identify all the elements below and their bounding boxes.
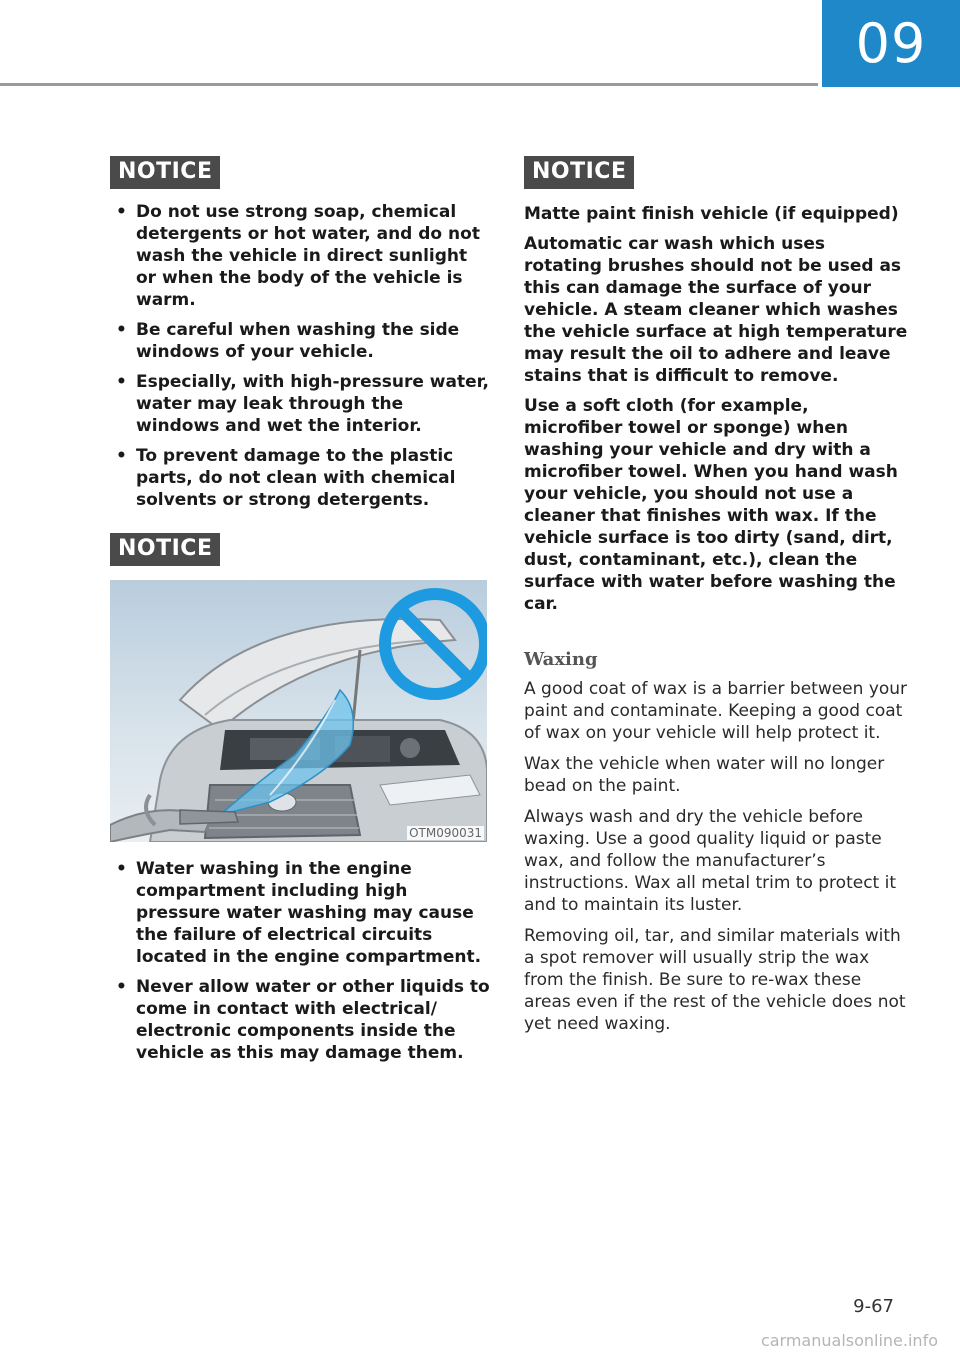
notice-list-1 [110,201,490,511]
engine-wash-drawing [110,580,487,842]
figure-code: OTM090031 [409,826,482,840]
engine-wash-illustration [110,580,487,842]
page-number: 9-67 [853,1296,894,1317]
watermark: carmanualsonline.info [760,1331,938,1350]
list-item: • To prevent damage to the plastic parts, do not clean with chemical solvents or strong detergents. [110,445,490,511]
notice-paragraph: Automatic car wash which uses rotating brushes should not be used as this can damage the surface of your vehicle. A steam cleaner which washes the vehicle surface at high temperature may result the oil to adhere and leave stains that is difficult to remove. [524,234,908,386]
chapter-tab: 09 [822,0,960,87]
notice-label: NOTICE [110,156,220,189]
header-rule [0,83,818,86]
notice-title: Matte paint finish vehicle (if equipped) [524,204,899,224]
body-paragraph: Always wash and dry the vehicle before waxing. Use a good quality liquid or paste wax, and follow the manufacturer’s instructions. Wax all metal trim to protect it and to maintain its luster. [524,807,897,915]
body-paragraph: A good coat of wax is a barrier between your paint and contaminate. Keeping a good coat of wax on your vehicle will help protect it. [524,679,908,743]
list-item: • Be careful when washing the side windows of your vehicle. [110,319,490,363]
body-paragraph: Removing oil, tar, and similar materials with a spot remover will usually strip the wax from the finish. Be sure to re-wax these areas even if the rest of the vehicle does not yet need waxing. [524,926,906,1034]
list-item: • Never allow water or other liquids to come in contact with electrical/ electronic components inside the vehicle as this may damage them. [110,976,490,1064]
body-paragraph: Wax the vehicle when water will no longer bead on the paint. [524,754,885,796]
notice-label: NOTICE [524,156,634,189]
list-item: • Especially, with high-pressure water, water may leak through the windows and wet the interior. [110,371,490,437]
right-column [524,156,908,1044]
list-item: • Water washing in the engine compartment including high pressure water washing may cause the failure of electrical circuits located in the engine compartment. [110,858,490,968]
left-column [110,156,490,1072]
list-item: • Do not use strong soap, chemical detergents or hot water, and do not wash the vehicle in direct sunlight or when the body of the vehicle is warm. [110,201,490,311]
section-heading-waxing: Waxing [524,649,598,670]
notice-list-2 [110,858,490,1064]
notice-paragraph: Use a soft cloth (for example, microfiber towel or sponge) when washing your vehicle and dry with a microfiber towel. When you hand wash your vehicle, you should not use a cleaner that finishes with wax. If the vehicle surface is too dirty (sand, dirt, dust, contaminant, etc.), clean the surface with water before washing the car. [524,396,898,614]
notice-label: NOTICE [110,533,220,566]
